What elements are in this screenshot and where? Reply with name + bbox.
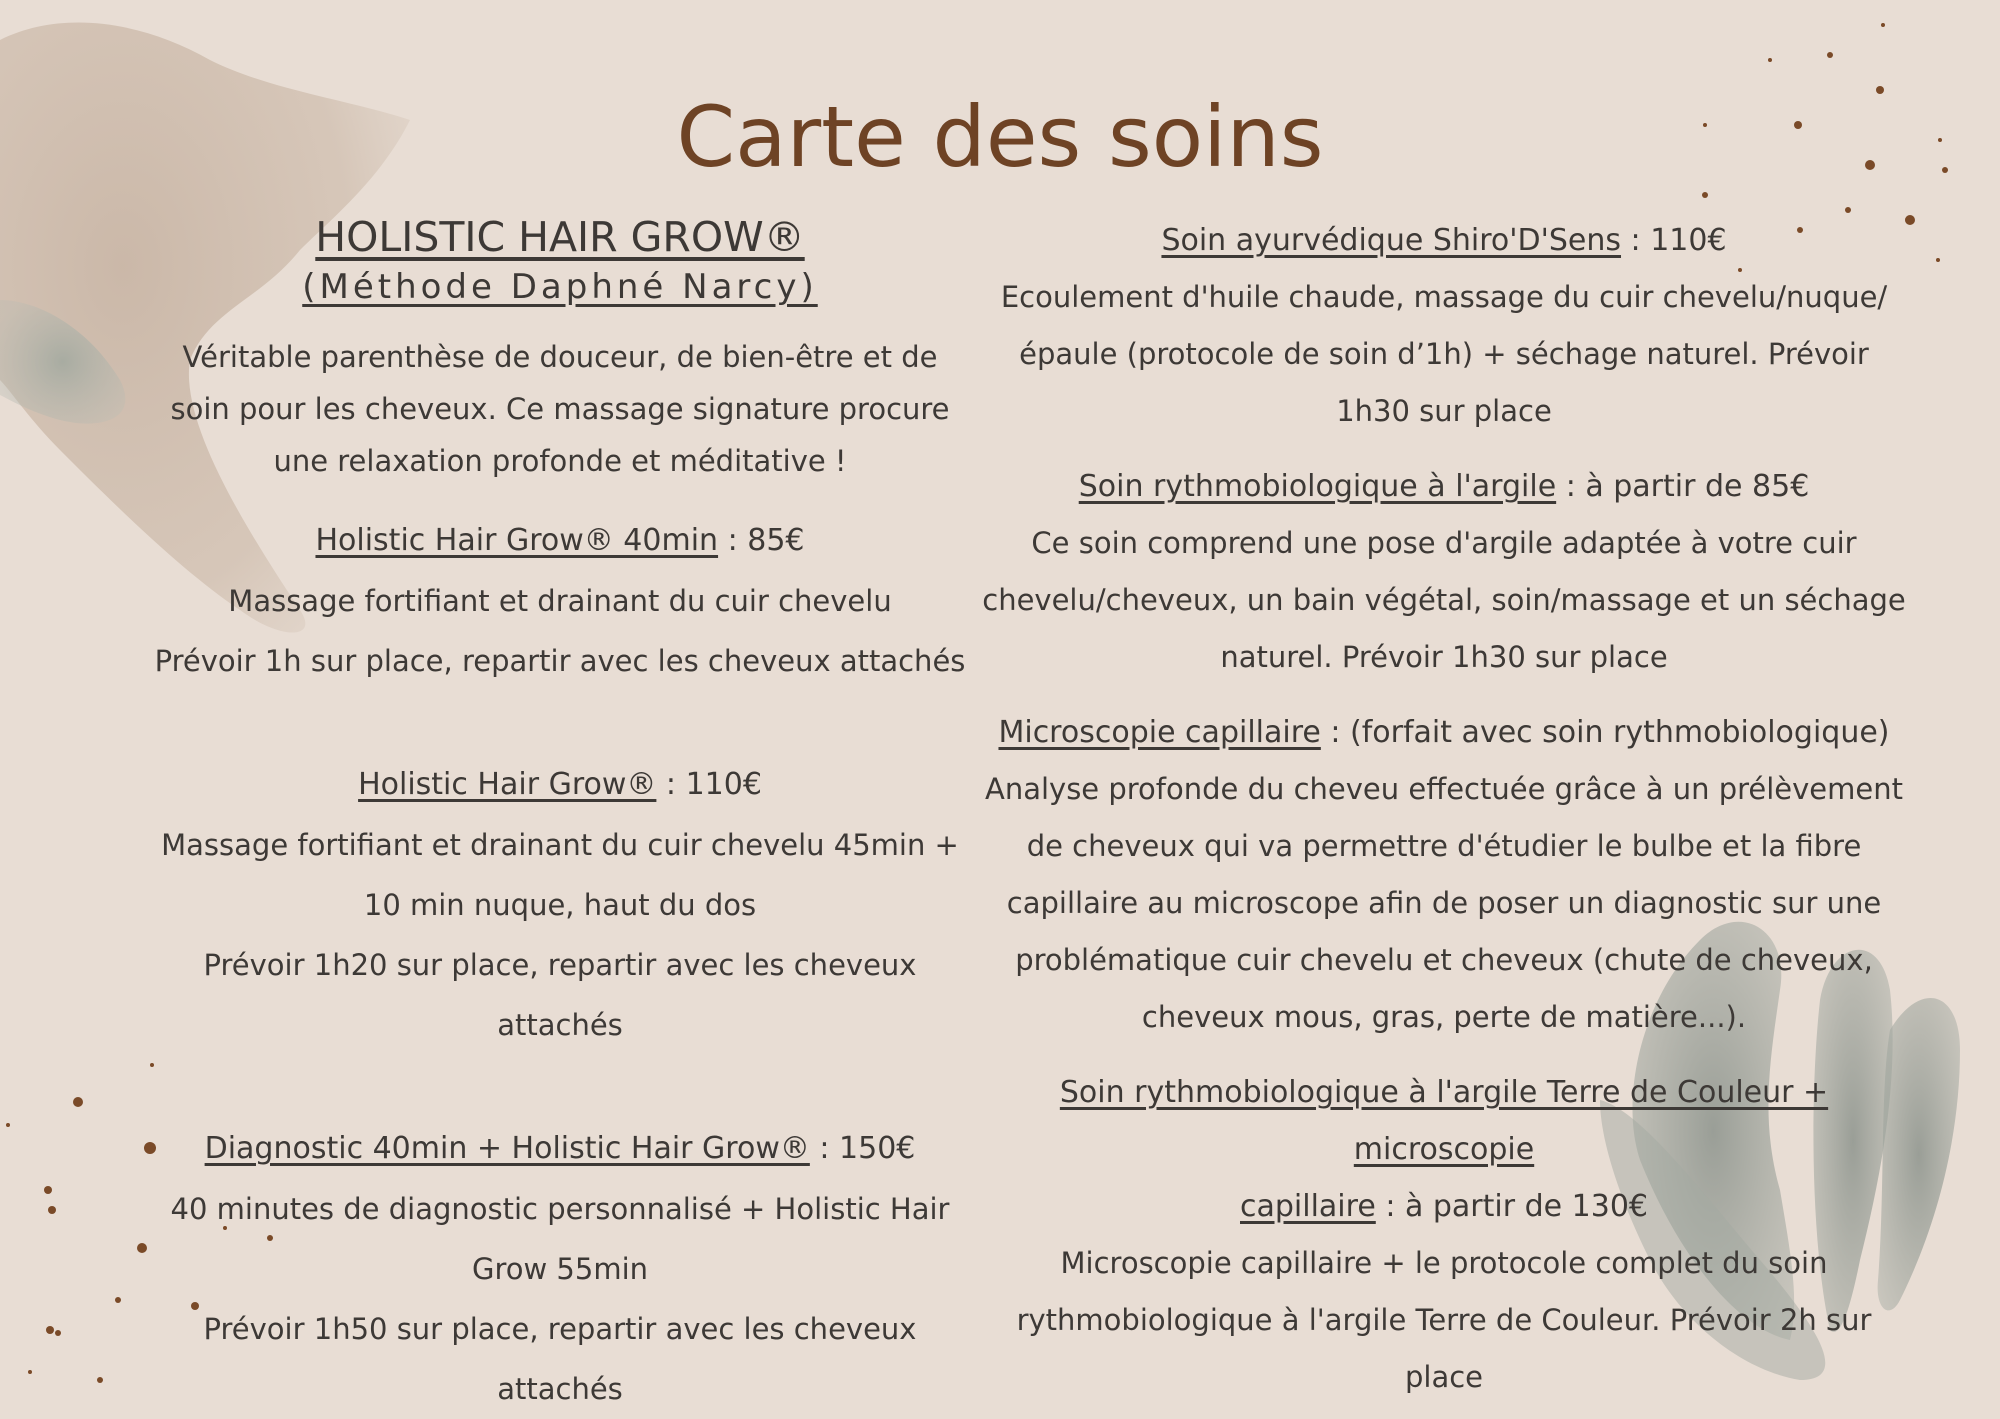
service-line: Microscopie capillaire + le protocole complet du soin bbox=[1060, 1246, 1828, 1280]
service-line: problématique cuir chevelu et cheveux (chute de cheveux, bbox=[1015, 943, 1873, 977]
service-title bbox=[140, 1119, 980, 1179]
service-line: attachés bbox=[497, 1008, 623, 1043]
service-holistic-40min bbox=[140, 511, 980, 691]
service-name: Soin rythmobiologique à l'argile Terre de Couleur + microscopie bbox=[1059, 1075, 1829, 1167]
service-name: capillaire bbox=[1240, 1189, 1376, 1224]
service-line: naturel. Prévoir 1h30 sur place bbox=[1220, 640, 1668, 674]
intro-text bbox=[140, 331, 980, 487]
service-price: : (forfait avec soin rythmobiologique) bbox=[1320, 715, 1890, 750]
service-title bbox=[978, 212, 1910, 269]
service-line: 1h30 sur place bbox=[1336, 394, 1552, 428]
service-terre-de-couleur bbox=[978, 1064, 1910, 1406]
service-price: : à partir de 85€ bbox=[1556, 469, 1810, 504]
service-name: Soin ayurvédique Shiro'D'Sens bbox=[1161, 223, 1622, 258]
service-argile bbox=[978, 458, 1910, 686]
service-title bbox=[978, 1064, 1910, 1178]
service-title bbox=[140, 755, 980, 815]
service-line: cheveux mous, gras, perte de matière...). bbox=[1141, 1000, 1747, 1034]
service-name: Holistic Hair Grow® bbox=[358, 767, 657, 803]
service-line: Prévoir 1h50 sur place, repartir avec les cheveux bbox=[203, 1312, 917, 1347]
service-price: : 110€ bbox=[1621, 223, 1727, 258]
service-line: chevelu/cheveux, un bain végétal, soin/massage et un séchage bbox=[982, 583, 1906, 617]
service-title bbox=[140, 511, 980, 571]
service-price: : à partir de 130€ bbox=[1375, 1189, 1648, 1224]
service-diagnostic-holistic bbox=[140, 1119, 980, 1419]
service-line: 40 minutes de diagnostic personnalisé + Holistic Hair bbox=[170, 1192, 950, 1227]
service-line: de cheveux qui va permettre d'étudier le bulbe et la fibre bbox=[1026, 829, 1862, 863]
service-shiro bbox=[978, 212, 1910, 440]
service-microscopie bbox=[978, 704, 1910, 1046]
service-line: Massage fortifiant et drainant du cuir chevelu bbox=[228, 584, 892, 619]
service-line: Prévoir 1h sur place, repartir avec les cheveux attachés bbox=[154, 644, 966, 679]
service-line: Prévoir 1h20 sur place, repartir avec les cheveux bbox=[203, 948, 917, 983]
page-title: Carte des soins bbox=[676, 88, 1324, 186]
service-line: 10 min nuque, haut du dos bbox=[363, 888, 757, 923]
section-subheading: (Méthode Daphné Narcy) bbox=[302, 267, 818, 308]
service-line: épaule (protocole de soin d’1h) + séchage naturel. Prévoir bbox=[1019, 337, 1869, 371]
intro-line: soin pour les cheveux. Ce massage signature procure bbox=[170, 392, 950, 427]
service-price: : 85€ bbox=[718, 523, 805, 559]
intro-line: Véritable parenthèse de douceur, de bien-être et de bbox=[182, 340, 938, 375]
left-column bbox=[140, 212, 980, 1419]
right-column bbox=[978, 212, 1910, 1406]
service-name: Diagnostic 40min + Holistic Hair Grow® bbox=[204, 1131, 810, 1167]
service-price: : 150€ bbox=[809, 1131, 916, 1167]
service-name: Holistic Hair Grow® 40min bbox=[315, 523, 719, 559]
service-line: Massage fortifiant et drainant du cuir chevelu 45min + bbox=[161, 828, 959, 863]
service-title bbox=[978, 704, 1910, 761]
service-line: Grow 55min bbox=[471, 1252, 649, 1287]
section-heading: HOLISTIC HAIR GROW® bbox=[315, 213, 805, 261]
service-line: rythmobiologique à l'argile Terre de Couleur. Prévoir 2h sur bbox=[1016, 1303, 1872, 1337]
service-name: Soin rythmobiologique à l'argile bbox=[1078, 469, 1557, 504]
service-line: attachés bbox=[497, 1372, 623, 1407]
service-line: Ecoulement d'huile chaude, massage du cuir chevelu/nuque/ bbox=[1000, 280, 1888, 314]
service-line: place bbox=[1404, 1360, 1484, 1394]
service-holistic bbox=[140, 755, 980, 1055]
service-line: capillaire au microscope afin de poser un diagnostic sur une bbox=[1006, 886, 1882, 920]
service-name: Microscopie capillaire bbox=[998, 715, 1321, 750]
service-line: Ce soin comprend une pose d'argile adaptée à votre cuir bbox=[1031, 526, 1857, 560]
intro-line: une relaxation profonde et méditative ! bbox=[273, 444, 847, 479]
service-line: Analyse profonde du cheveu effectuée grâce à un prélèvement bbox=[984, 772, 1903, 806]
service-title bbox=[978, 1178, 1910, 1235]
service-title bbox=[978, 458, 1910, 515]
service-price: : 110€ bbox=[656, 767, 762, 803]
